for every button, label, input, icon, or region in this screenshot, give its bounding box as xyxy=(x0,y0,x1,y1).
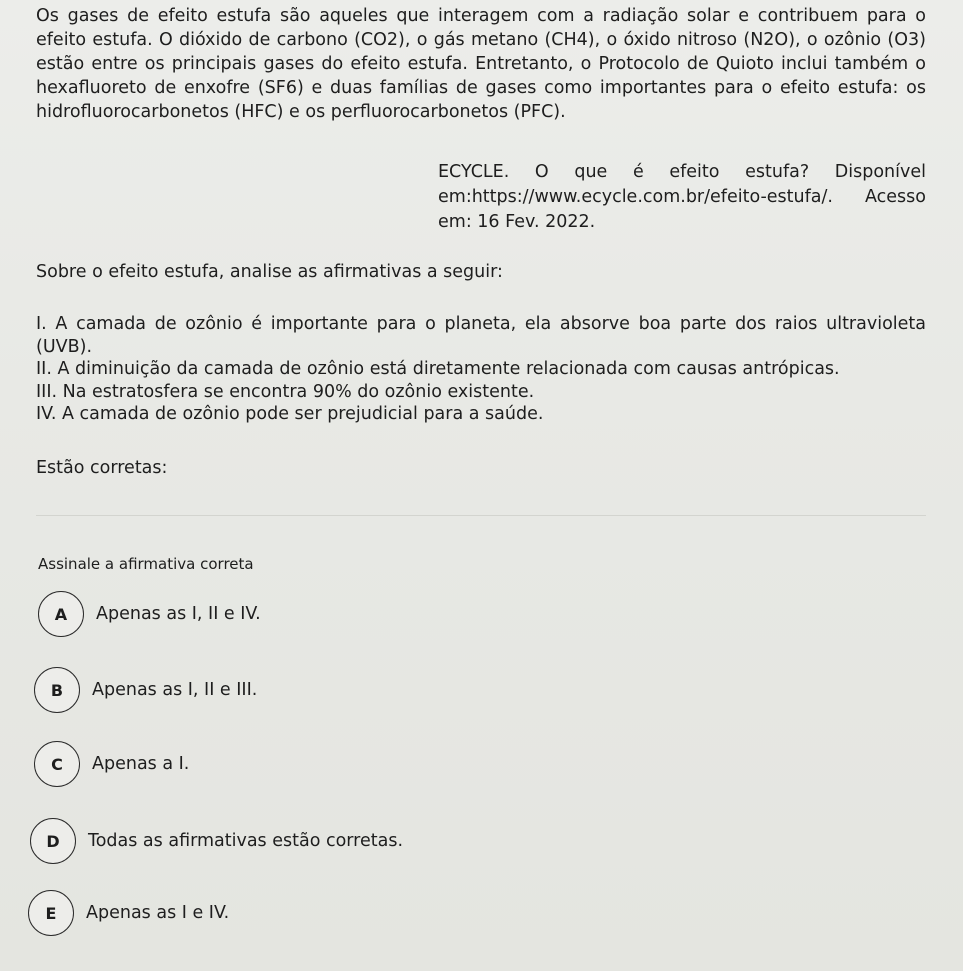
option-d[interactable] xyxy=(30,818,403,864)
option-a-label[interactable]: Apenas as I, II e IV. xyxy=(96,604,261,624)
option-c-badge[interactable]: C xyxy=(34,741,80,787)
divider xyxy=(36,515,926,516)
instruction-text: Assinale a afirmativa correta xyxy=(38,555,254,573)
option-d-badge[interactable]: D xyxy=(30,818,76,864)
option-c-label[interactable]: Apenas a I. xyxy=(92,754,190,774)
option-b-label[interactable]: Apenas as I, II e III. xyxy=(92,680,258,700)
option-c[interactable] xyxy=(34,741,189,787)
statement-1: I. A camada de ozônio é importante para o planeta, ela absorve boa parte dos raios ultravioleta (UVB). xyxy=(36,314,926,357)
prompt-text: Sobre o efeito estufa, analise as afirmativas a seguir: xyxy=(36,262,503,282)
statement-2: II. A diminuição da camada de ozônio está diretamente relacionada com causas antrópicas. xyxy=(36,359,840,379)
statements-list xyxy=(36,313,926,426)
option-e-badge[interactable]: E xyxy=(28,890,74,936)
citation: ECYCLE. O que é efeito estufa? Disponível em:https://www.ecycle.com.br/efeito-estufa/. Acesso em: 16 Fev. 2022. xyxy=(438,162,926,232)
option-e-label[interactable]: Apenas as I e IV. xyxy=(86,903,230,923)
statement-3: III. Na estratosfera se encontra 90% do ozônio existente. xyxy=(36,381,535,402)
option-e[interactable] xyxy=(28,890,229,936)
option-d-label[interactable]: Todas as afirmativas estão corretas. xyxy=(88,831,404,851)
question-text: Estão corretas: xyxy=(36,458,168,478)
option-a[interactable] xyxy=(38,591,261,637)
statement-4: IV. A camada de ozônio pode ser prejudicial para a saúde. xyxy=(36,404,544,424)
option-a-badge[interactable]: A xyxy=(38,591,84,637)
option-b-badge[interactable]: B xyxy=(34,667,80,713)
option-b[interactable] xyxy=(34,667,257,713)
intro-paragraph: Os gases de efeito estufa são aqueles que interagem com a radiação solar e contribuem para o efeito estufa. O dióxido de carbono (CO2), o gás metano (CH4), o óxido nitroso (N2O), o ozônio (O3) estão entre os principais gases do efeito estufa. Entretanto, o Protocolo de Quioto inclui também o hexafluoreto de enxofre (SF6) e duas famílias de gases como importantes para o efeito estufa: os hidrofluorocarbonetos (HFC) e os perfluorocarbonetos (PFC). xyxy=(36,6,926,122)
